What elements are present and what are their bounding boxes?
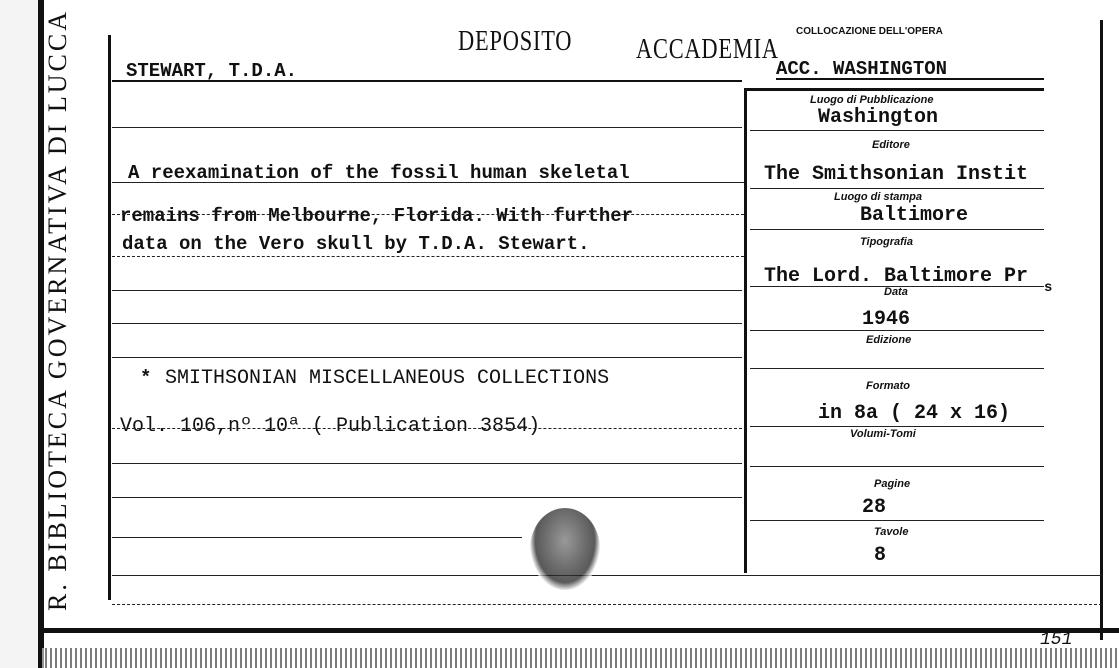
data-value: 1946 — [862, 308, 911, 331]
data-label: Data — [884, 286, 908, 298]
title-line-1: A reexamination of the fossil human skeletal — [128, 162, 630, 184]
luogo-pub-label: Luogo di Pubblicazione — [810, 94, 934, 106]
luogo-stampa: Baltimore — [860, 204, 969, 227]
title-line-3: data on the Vero skull by T.D.A. Stewart. — [122, 233, 590, 255]
series: SMITHSONIAN MISCELLANEOUS COLLECTIONS — [165, 367, 610, 390]
bottom-scan-noise — [40, 648, 1119, 668]
collocazione-label: COLLOCAZIONE DELL'OPERA — [796, 26, 943, 37]
field-rule — [750, 229, 1044, 230]
rule-line — [112, 604, 1102, 605]
rule-line — [112, 323, 742, 324]
title-rule — [112, 182, 744, 183]
series-bullet: * — [140, 367, 152, 389]
bottom-edge-line — [40, 628, 1119, 633]
volume: Vol. 106,nº 10ª ( Publication 3854) — [120, 415, 541, 438]
rule-line — [112, 537, 522, 538]
tavole: 8 — [874, 544, 887, 567]
volume-rule — [112, 428, 742, 429]
field-rule — [750, 368, 1044, 369]
rule-line — [112, 497, 742, 498]
title-strike — [112, 214, 744, 215]
fields-column-rule — [744, 88, 747, 573]
rule-line — [112, 463, 742, 464]
pagine: 28 — [862, 496, 887, 519]
pagine-label: Pagine — [874, 478, 911, 490]
author: STEWART, T.D.A. — [126, 60, 298, 82]
rule-line — [112, 575, 1102, 576]
field-rule — [750, 426, 1044, 427]
luogo-stampa-label: Luogo di stampa — [834, 191, 922, 203]
volumi-label: Volumi-Tomi — [850, 428, 916, 440]
title-line-2: remains from Melbourne, Florida. With further — [120, 205, 634, 227]
field-rule — [750, 466, 1044, 467]
rule-line — [112, 290, 742, 291]
tipografia-label: Tipografia — [860, 236, 913, 248]
tipografia: The Lord. Baltimore Pr — [764, 265, 1029, 288]
rule-line — [112, 357, 742, 358]
edizione-label: Edizione — [866, 334, 912, 346]
corner-mark: 151 — [1040, 630, 1073, 650]
field-rule — [750, 520, 1044, 521]
title-rule — [112, 256, 744, 257]
field-rule — [750, 188, 1044, 189]
field-rule — [750, 130, 1044, 131]
fields-box-top — [744, 88, 1044, 91]
tipografia-extra: s — [1044, 280, 1053, 296]
field-rule — [750, 330, 1044, 331]
luogo-pub: Washington — [818, 106, 939, 129]
collocation-rule — [776, 78, 1044, 80]
editore-label: Editore — [872, 139, 910, 151]
library-seal — [530, 508, 600, 590]
library-name: R. BIBLIOTECA GOVERNATIVA DI LUCCA — [43, 8, 72, 612]
formato-label: Formato — [866, 380, 910, 392]
author-rule — [112, 80, 742, 82]
formato: in 8a ( 24 x 16) — [818, 402, 1011, 425]
tavole-label: Tavole — [874, 526, 909, 538]
deposito-stamp: DEPOSITO — [458, 26, 573, 57]
editore: The Smithsonian Instit — [764, 163, 1029, 186]
rule-line — [112, 127, 742, 128]
accademia-stamp: ACCADEMIA — [636, 34, 779, 65]
collocation: ACC. WASHINGTON — [776, 58, 948, 80]
left-margin — [0, 0, 40, 668]
right-edge-line — [1100, 20, 1103, 640]
card-left-rule — [108, 35, 111, 600]
